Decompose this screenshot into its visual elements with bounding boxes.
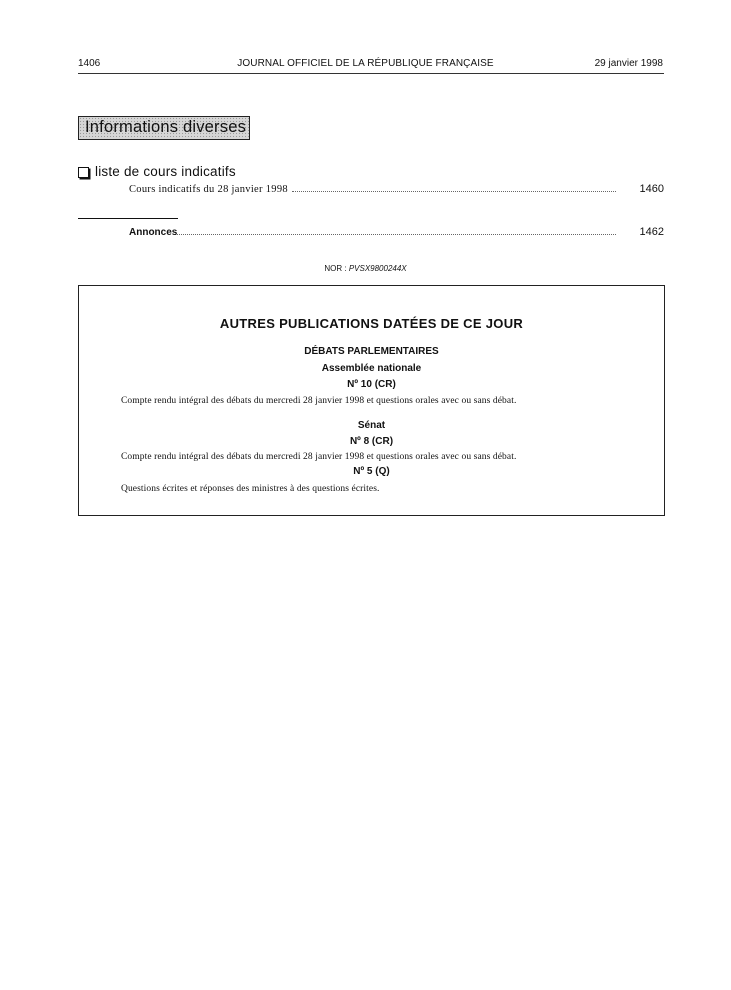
toc-entry-annonces [129, 226, 664, 238]
page-number: 1406 [78, 58, 101, 69]
annonces-page: 1462 [639, 226, 664, 238]
assemblee-title: Assemblée nationale [321, 363, 422, 374]
nor-code: PVSX9800244X [348, 264, 407, 273]
toc-entry-label: Cours indicatifs du 28 janvier 1998 [129, 184, 288, 195]
checkbox-icon [78, 167, 89, 178]
other-publications-box [78, 285, 665, 516]
dot-leader [292, 191, 616, 192]
section-title-box [78, 116, 250, 140]
header-divider [78, 73, 664, 74]
journal-title: JOURNAL OFFICIEL DE LA RÉPUBLIQUE FRANÇAISE [237, 58, 494, 69]
toc-entry-page: 1460 [639, 183, 664, 195]
toc-entry-cours-indicatifs [129, 183, 664, 195]
senat-description: Compte rendu intégral des débats du mercredi 28 janvier 1998 et questions orales avec ou sans débat. [121, 452, 517, 462]
short-divider [78, 218, 178, 219]
questions-description: Questions écrites et réponses des ministres à des questions écrites. [121, 484, 380, 494]
assemblee-number: Nº 10 (CR) [347, 379, 396, 390]
senat-number: Nº 8 (CR) [349, 436, 394, 447]
header-date: 29 janvier 1998 [594, 58, 663, 69]
list-heading: liste de cours indicatifs [95, 164, 236, 179]
section-title: Informations diverses [85, 118, 247, 136]
dot-leader [177, 234, 616, 235]
senat-title: Sénat [357, 420, 386, 431]
questions-number: Nº 5 (Q) [353, 466, 390, 477]
annonces-label: Annonces [129, 227, 178, 238]
assemblee-description: Compte rendu intégral des débats du mercredi 28 janvier 1998 et questions orales avec ou sans débat. [121, 396, 517, 406]
nor-reference [0, 264, 731, 273]
nor-prefix: NOR : [324, 264, 347, 273]
debats-heading: DÉBATS PARLEMENTAIRES [304, 346, 439, 357]
publications-heading: AUTRES PUBLICATIONS DATÉES DE CE JOUR [219, 316, 524, 331]
